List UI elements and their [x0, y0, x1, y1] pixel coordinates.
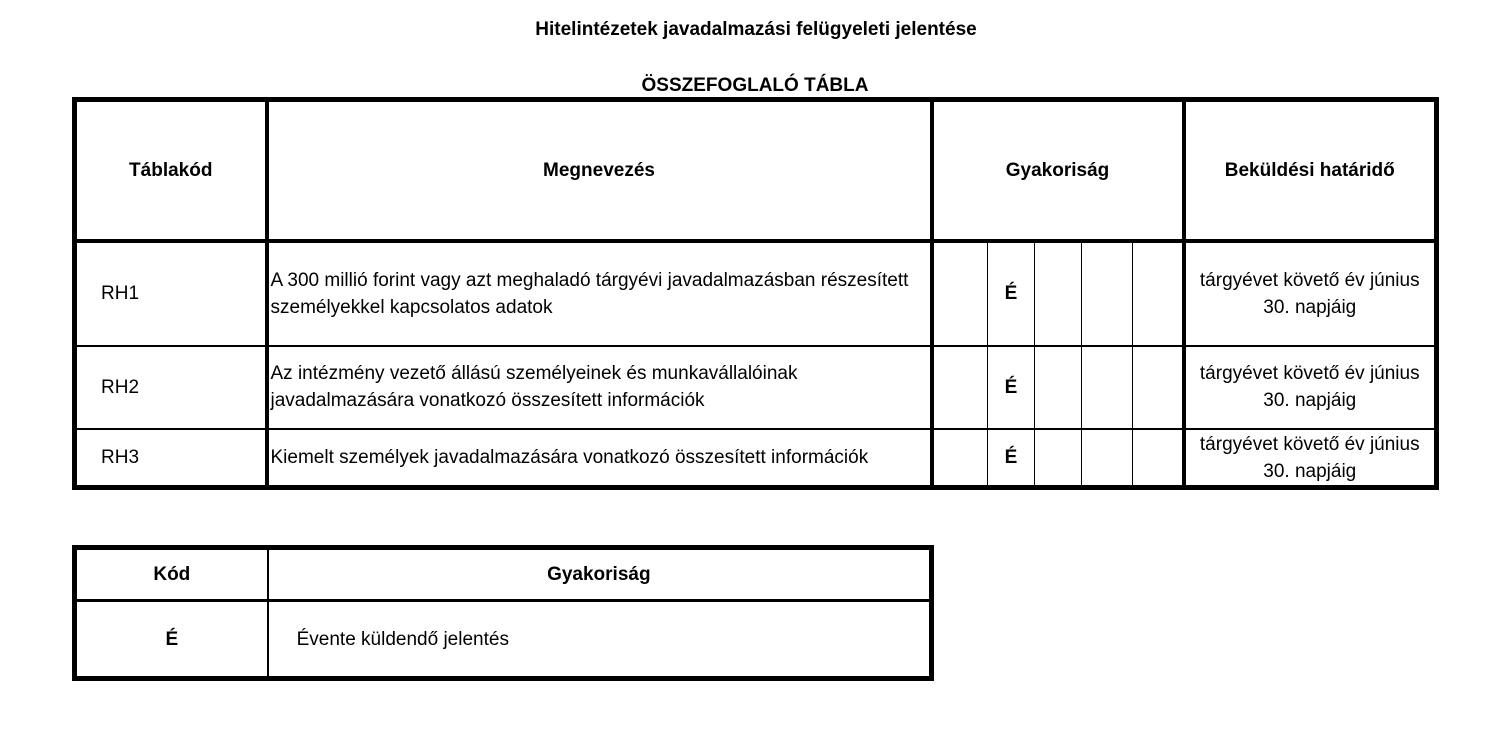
table-row — [75, 346, 1437, 430]
row-name: Kiemelt személyek javadalmazására vonatkozó összesített információk — [267, 429, 932, 487]
row-deadline: tárgyévet követő év június 30. napjáig — [1199, 433, 1420, 482]
frequency-empty-cell — [1082, 241, 1133, 345]
header-table-code: Táblakód — [75, 100, 267, 242]
row-code: RH1 — [75, 241, 267, 345]
table-row — [75, 241, 1437, 345]
frequency-empty-cell — [1035, 241, 1082, 345]
row-frequency: É — [988, 429, 1035, 487]
frequency-empty-cell — [1082, 346, 1133, 430]
summary-header-row — [75, 100, 1437, 242]
frequency-empty-cell — [1133, 429, 1184, 487]
legend-header-frequency: Gyakoriság — [268, 548, 932, 601]
row-deadline: tárgyévet követő év június 30. napjáig — [1184, 346, 1437, 430]
frequency-empty-cell — [1133, 241, 1184, 345]
frequency-empty-cell — [932, 346, 988, 430]
frequency-empty-cell — [1035, 429, 1082, 487]
row-name: A 300 millió forint vagy azt meghaladó tárgyévi javadalmazásban részesített személyekkel kapcsolatos adatok — [267, 241, 932, 345]
legend-header-code: Kód — [75, 548, 268, 601]
row-code: RH3 — [75, 429, 267, 487]
row-frequency: É — [988, 241, 1035, 345]
frequency-empty-cell — [932, 429, 988, 487]
frequency-empty-cell — [1082, 429, 1133, 487]
table-title: ÖSSZEFOGLALÓ TÁBLA — [641, 75, 869, 96]
frequency-empty-cell — [932, 241, 988, 345]
row-frequency: É — [988, 346, 1035, 430]
header-deadline: Beküldési határidő — [1184, 100, 1437, 242]
row-deadline: tárgyévet követő év június 30. napjáig — [1184, 241, 1437, 345]
summary-table — [72, 97, 1439, 490]
table-row — [75, 429, 1437, 487]
legend-table — [72, 545, 934, 681]
row-name: Az intézmény vezető állású személyeinek és munkavállalóinak javadalmazására vonatkozó összesített információk — [267, 346, 932, 430]
frequency-empty-cell — [1133, 346, 1184, 430]
frequency-empty-cell — [1035, 346, 1082, 430]
legend-row — [75, 601, 932, 679]
header-name: Megnevezés — [267, 100, 932, 242]
legend-code: É — [75, 601, 268, 679]
document-title: Hitelintézetek javadalmazási felügyeleti jelentése — [535, 19, 977, 40]
row-code: RH2 — [75, 346, 267, 430]
legend-header-row — [75, 548, 932, 601]
header-frequency: Gyakoriság — [932, 100, 1184, 242]
legend-description: Évente küldendő jelentés — [296, 628, 509, 650]
